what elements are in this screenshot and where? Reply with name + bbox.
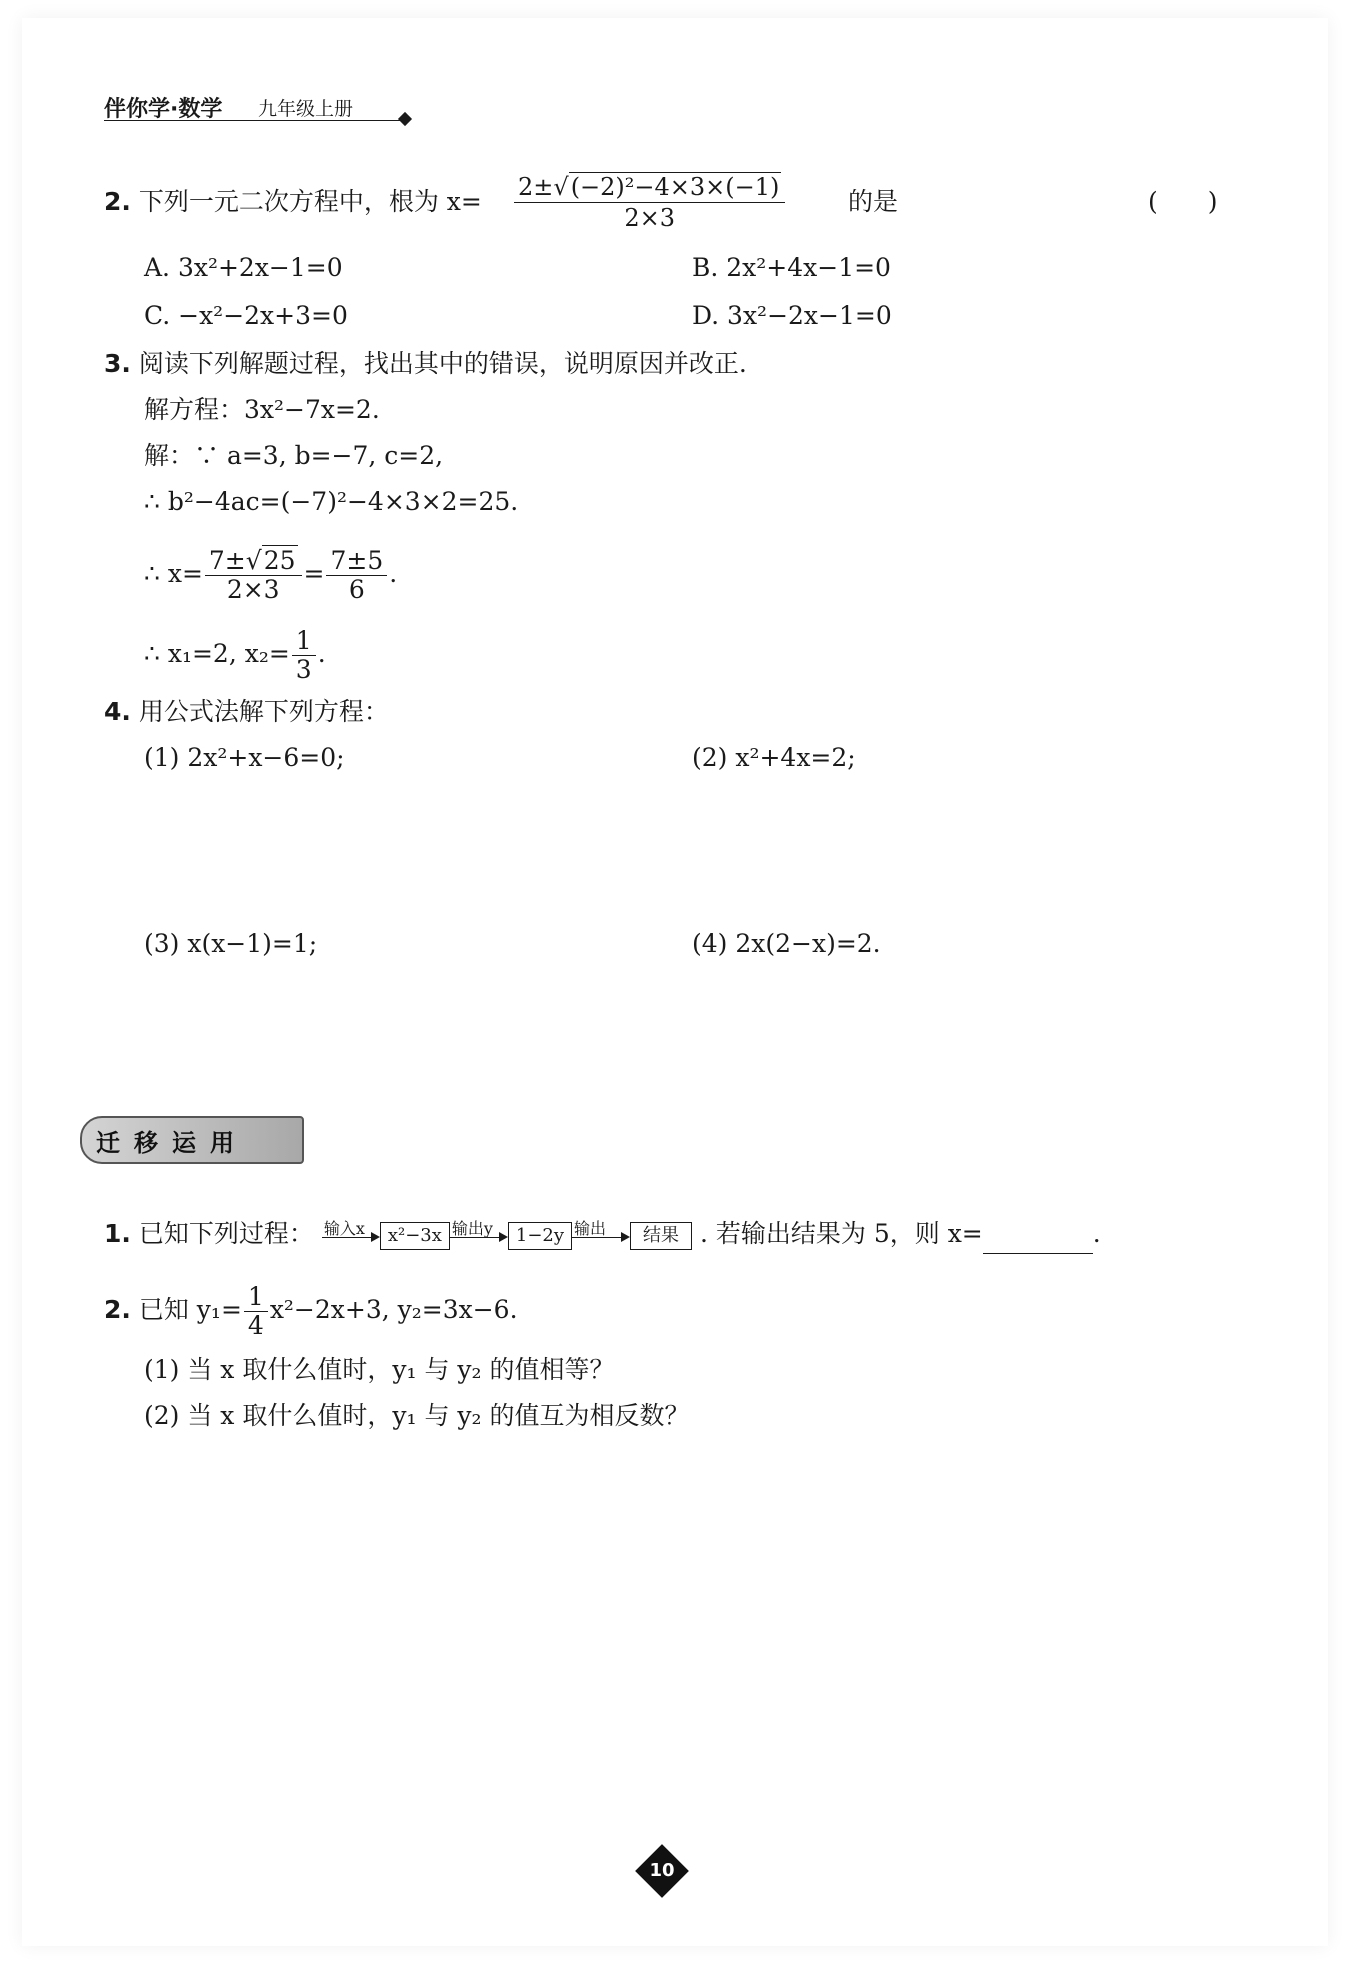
q4-item-4: (4) 2x(2−x)=2.	[692, 929, 881, 958]
t2-sub2: (2) 当 x 取什么值时，y₁ 与 y₂ 的值互为相反数？	[144, 1401, 690, 1430]
q3-step3-frac1-den: 2×3	[226, 575, 280, 604]
section-title: 迁移运用	[96, 1129, 248, 1157]
answer-blank[interactable]	[983, 1227, 1093, 1254]
q2-denominator: 2×3	[624, 204, 676, 232]
arrow-right-icon	[621, 1232, 630, 1242]
t2-number: 2.	[104, 1295, 131, 1324]
q3-step3-frac2	[326, 547, 387, 604]
q2-number: 2.	[104, 187, 131, 216]
radical-icon: √	[245, 546, 262, 575]
q3-step3-frac1-num	[205, 547, 302, 576]
arrow-right-icon	[371, 1232, 380, 1242]
q2-prefix: 下列一元二次方程中，根为 x=	[138, 187, 482, 216]
flow-box-1: x²−3x	[380, 1222, 450, 1250]
q4-item-1: (1) 2x²+x−6=0;	[144, 743, 345, 772]
q3-step3-prefix: ∴ x=	[144, 559, 203, 588]
q3-step4-end: .	[317, 639, 326, 668]
flow-arrow-1	[322, 1218, 380, 1251]
q3-step2: ∴ b²−4ac=(−7)²−4×3×2=25.	[144, 487, 519, 516]
q3-stem	[104, 346, 747, 382]
q2-option-b: B. 2x²+4x−1=0	[692, 253, 891, 282]
q2-numerator-pre: 2±	[518, 173, 554, 201]
t1-prefix: 已知下列过程：	[138, 1219, 314, 1248]
q2-option-a: A. 3x²+2x−1=0	[144, 253, 343, 282]
q2-numerator-rad: (−2)²−4×3×(−1)	[570, 173, 780, 201]
q3-step4-num: 1	[292, 627, 316, 656]
q3-number: 3.	[104, 349, 131, 378]
flow-arrow-2	[450, 1218, 508, 1251]
q3-equation: 解方程：3x²−7x=2.	[144, 395, 380, 424]
radical-icon: √	[553, 173, 569, 201]
t2-prefix: 已知 y₁=	[138, 1295, 242, 1324]
flow-arrow-3	[572, 1218, 630, 1251]
page-number: 10	[649, 1860, 675, 1881]
q4-item-3: (3) x(x−1)=1;	[144, 929, 318, 958]
t1-stem	[104, 1214, 1101, 1254]
q3-text: 阅读下列解题过程，找出其中的错误，说明原因并改正.	[138, 349, 747, 378]
flow-arrow-3-label: 输出	[574, 1218, 607, 1238]
q3-step3-frac1	[205, 547, 302, 604]
q2-suffix: 的是	[848, 187, 899, 216]
t2-frac-den: 4	[247, 1311, 264, 1340]
q2-option-c: C. −x²−2x+3=0	[144, 301, 348, 330]
t2-stem	[104, 1280, 518, 1340]
t2-sub1: (1) 当 x 取什么值时，y₁ 与 y₂ 的值相等？	[144, 1355, 615, 1384]
q3-step4-prefix: ∴ x₁=2, x₂=	[144, 639, 290, 668]
q3-step3-frac2-den: 6	[348, 575, 365, 604]
q3-step3-frac1-num-pre: 7±	[208, 546, 246, 575]
t1-end: .	[1092, 1219, 1101, 1248]
q3-step3-eq: =	[303, 559, 325, 588]
q3-step4-den: 3	[295, 655, 312, 684]
t2-frac-num: 1	[244, 1283, 268, 1312]
q3-step4	[144, 624, 326, 684]
q4-stem	[104, 694, 389, 730]
q4-item-2: (2) x²+4x=2;	[692, 743, 856, 772]
q3-step3-frac2-num: 7±5	[326, 547, 387, 576]
flow-arrow-2-label: 输出y	[451, 1218, 493, 1238]
q4-text: 用公式法解下列方程：	[138, 697, 389, 726]
section-banner	[80, 1116, 304, 1164]
flow-box-2: 1−2y	[508, 1222, 572, 1250]
q2-stem	[104, 184, 482, 220]
t2-rest: x²−2x+3, y₂=3x−6.	[269, 1295, 518, 1324]
t1-suffix: . 若输出结果为 5，则 x=	[700, 1219, 983, 1248]
q2-option-d: D. 3x²−2x−1=0	[692, 301, 892, 330]
q3-step3-end: .	[389, 559, 398, 588]
header-rule	[104, 120, 404, 121]
grade-label: 九年级上册	[258, 98, 354, 120]
q4-number: 4.	[104, 697, 131, 726]
flow-arrow-1-label: 输入x	[323, 1218, 365, 1238]
arrow-right-icon	[499, 1232, 508, 1242]
flow-box-3: 结果	[630, 1222, 692, 1250]
q2-answer-bracket[interactable]: ( )	[1148, 187, 1218, 216]
q3-step3	[144, 544, 397, 604]
q2-numerator	[514, 172, 785, 203]
q3-step3-frac1-num-rad: 25	[263, 546, 296, 575]
q3-step4-frac	[292, 627, 316, 684]
book-title: 伴你学·数学	[104, 97, 223, 122]
t2-frac	[244, 1283, 268, 1340]
q2-fraction	[514, 172, 785, 233]
q3-step1: 解：∵ a=3, b=−7, c=2,	[144, 441, 444, 470]
t1-number: 1.	[104, 1219, 131, 1248]
